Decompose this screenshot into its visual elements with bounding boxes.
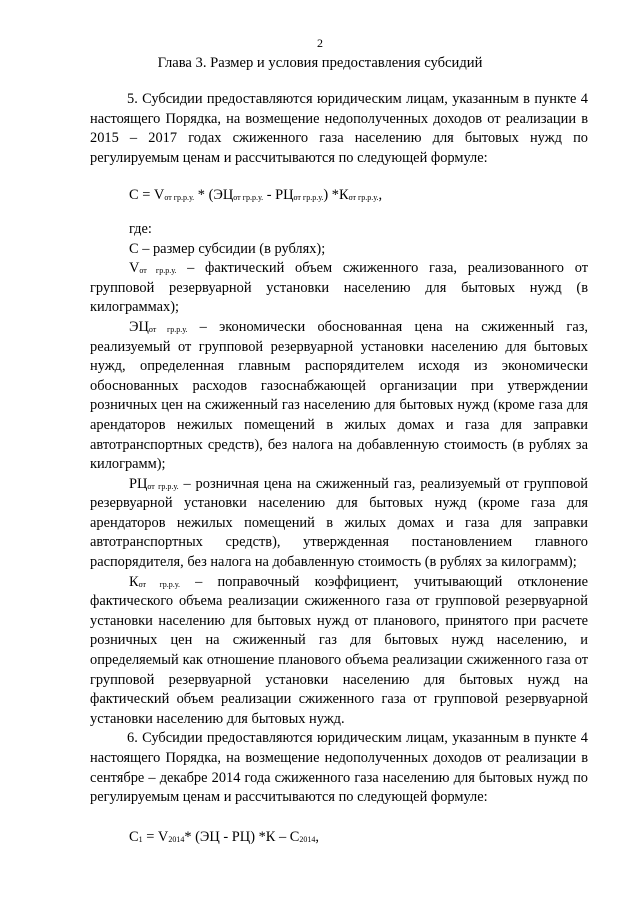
formula-2: $С_1 = V_{2014}*$ (ЭЦ - РЦ) $*К - С_{2014}$, bbox=[129, 828, 319, 845]
definition-k: $К_{от гр.р.у.}$ – поправочный коэффициент, учитывающий отклонение фактического объема реализации сжиженного газа от групповой резервуарной установки населению для бытовых нужд от планового, принятого при расчете розничных цен на сжиженный газ для бытовых нужд населению, и определяемый как отношение планового объема реализации сжиженного газа от групповой резервуарной установки населению для бытовых нужд на фактический объем реализации сжиженного газа от групповой резервуарной установки населению для бытовых нужд. bbox=[90, 573, 588, 727]
formula-1: $С = V_{от гр.р.у.} * (ЭЦ_{от гр.р.у.} - РЦ_{от гр.р.у.})$ $*К_{от гр.р.у.}$, bbox=[129, 187, 383, 204]
paragraph-5: 5. Субсидии предоставляются юридическим лицам, указанным в пункте 4 настоящего Порядка, на возмещение недополученных доходов от реализации в 2015 – 2017 годах сжиженного газа населению для бытовых нужд по регулируемым ценам и рассчитываются по следующей формуле: bbox=[90, 91, 588, 166]
where-label: где: bbox=[129, 220, 152, 237]
definition-ec: $ЭЦ_{от гр.р.у.}$ – экономически обоснованная цена на сжиженный газ, реализуемый от групповой резервуарной установки населению для бытовых нужд, определенная главным распорядителем исходя из экономически обоснованных расходов газоснабжающей организации при утверждении розничных цен на сжиженный газ населению для бытовых нужд (кроме газа для арендаторов нежилых помещений в жилых домах и газа для заправки автотранспортных средств), без налога на добавленную стоимость (в рублях за килограмм); bbox=[90, 318, 589, 473]
chapter-title: Глава 3. Размер и условия предоставления субсидий bbox=[157, 55, 483, 71]
definition-c: С – размер субсидии (в рублях); bbox=[129, 240, 326, 257]
definition-rc: $РЦ_{от гр.р.у.}$ – розничная цена на сжиженный газ, реализуемый от групповой резервуарной установки населению для бытовых нужд (кроме газа для арендаторов нежилых помещений в жилых домах и газа для заправки автотранспортных средств), утвержденная постановлением главного распорядителя, без налога на добавленную стоимость (в рублях за килограмм); bbox=[90, 475, 588, 571]
page-number: 2 bbox=[317, 36, 323, 50]
paragraph-6: 6. Субсидии предоставляются юридическим лицам, указанным в пункте 4 настоящего Порядка, на возмещение недополученных доходов от реализации в сентябре – декабре 2014 года сжиженного газа населению для бытовых нужд по регулируемым ценам и рассчитываются по следующей формуле: bbox=[90, 730, 588, 806]
definition-v: $V_{от гр.р.у.}$ – фактический объем сжиженного газа, реализованного от групповой резервуарной установки населению для бытовых нужд (в килограммах); bbox=[90, 260, 588, 316]
document-body bbox=[90, 90, 588, 847]
